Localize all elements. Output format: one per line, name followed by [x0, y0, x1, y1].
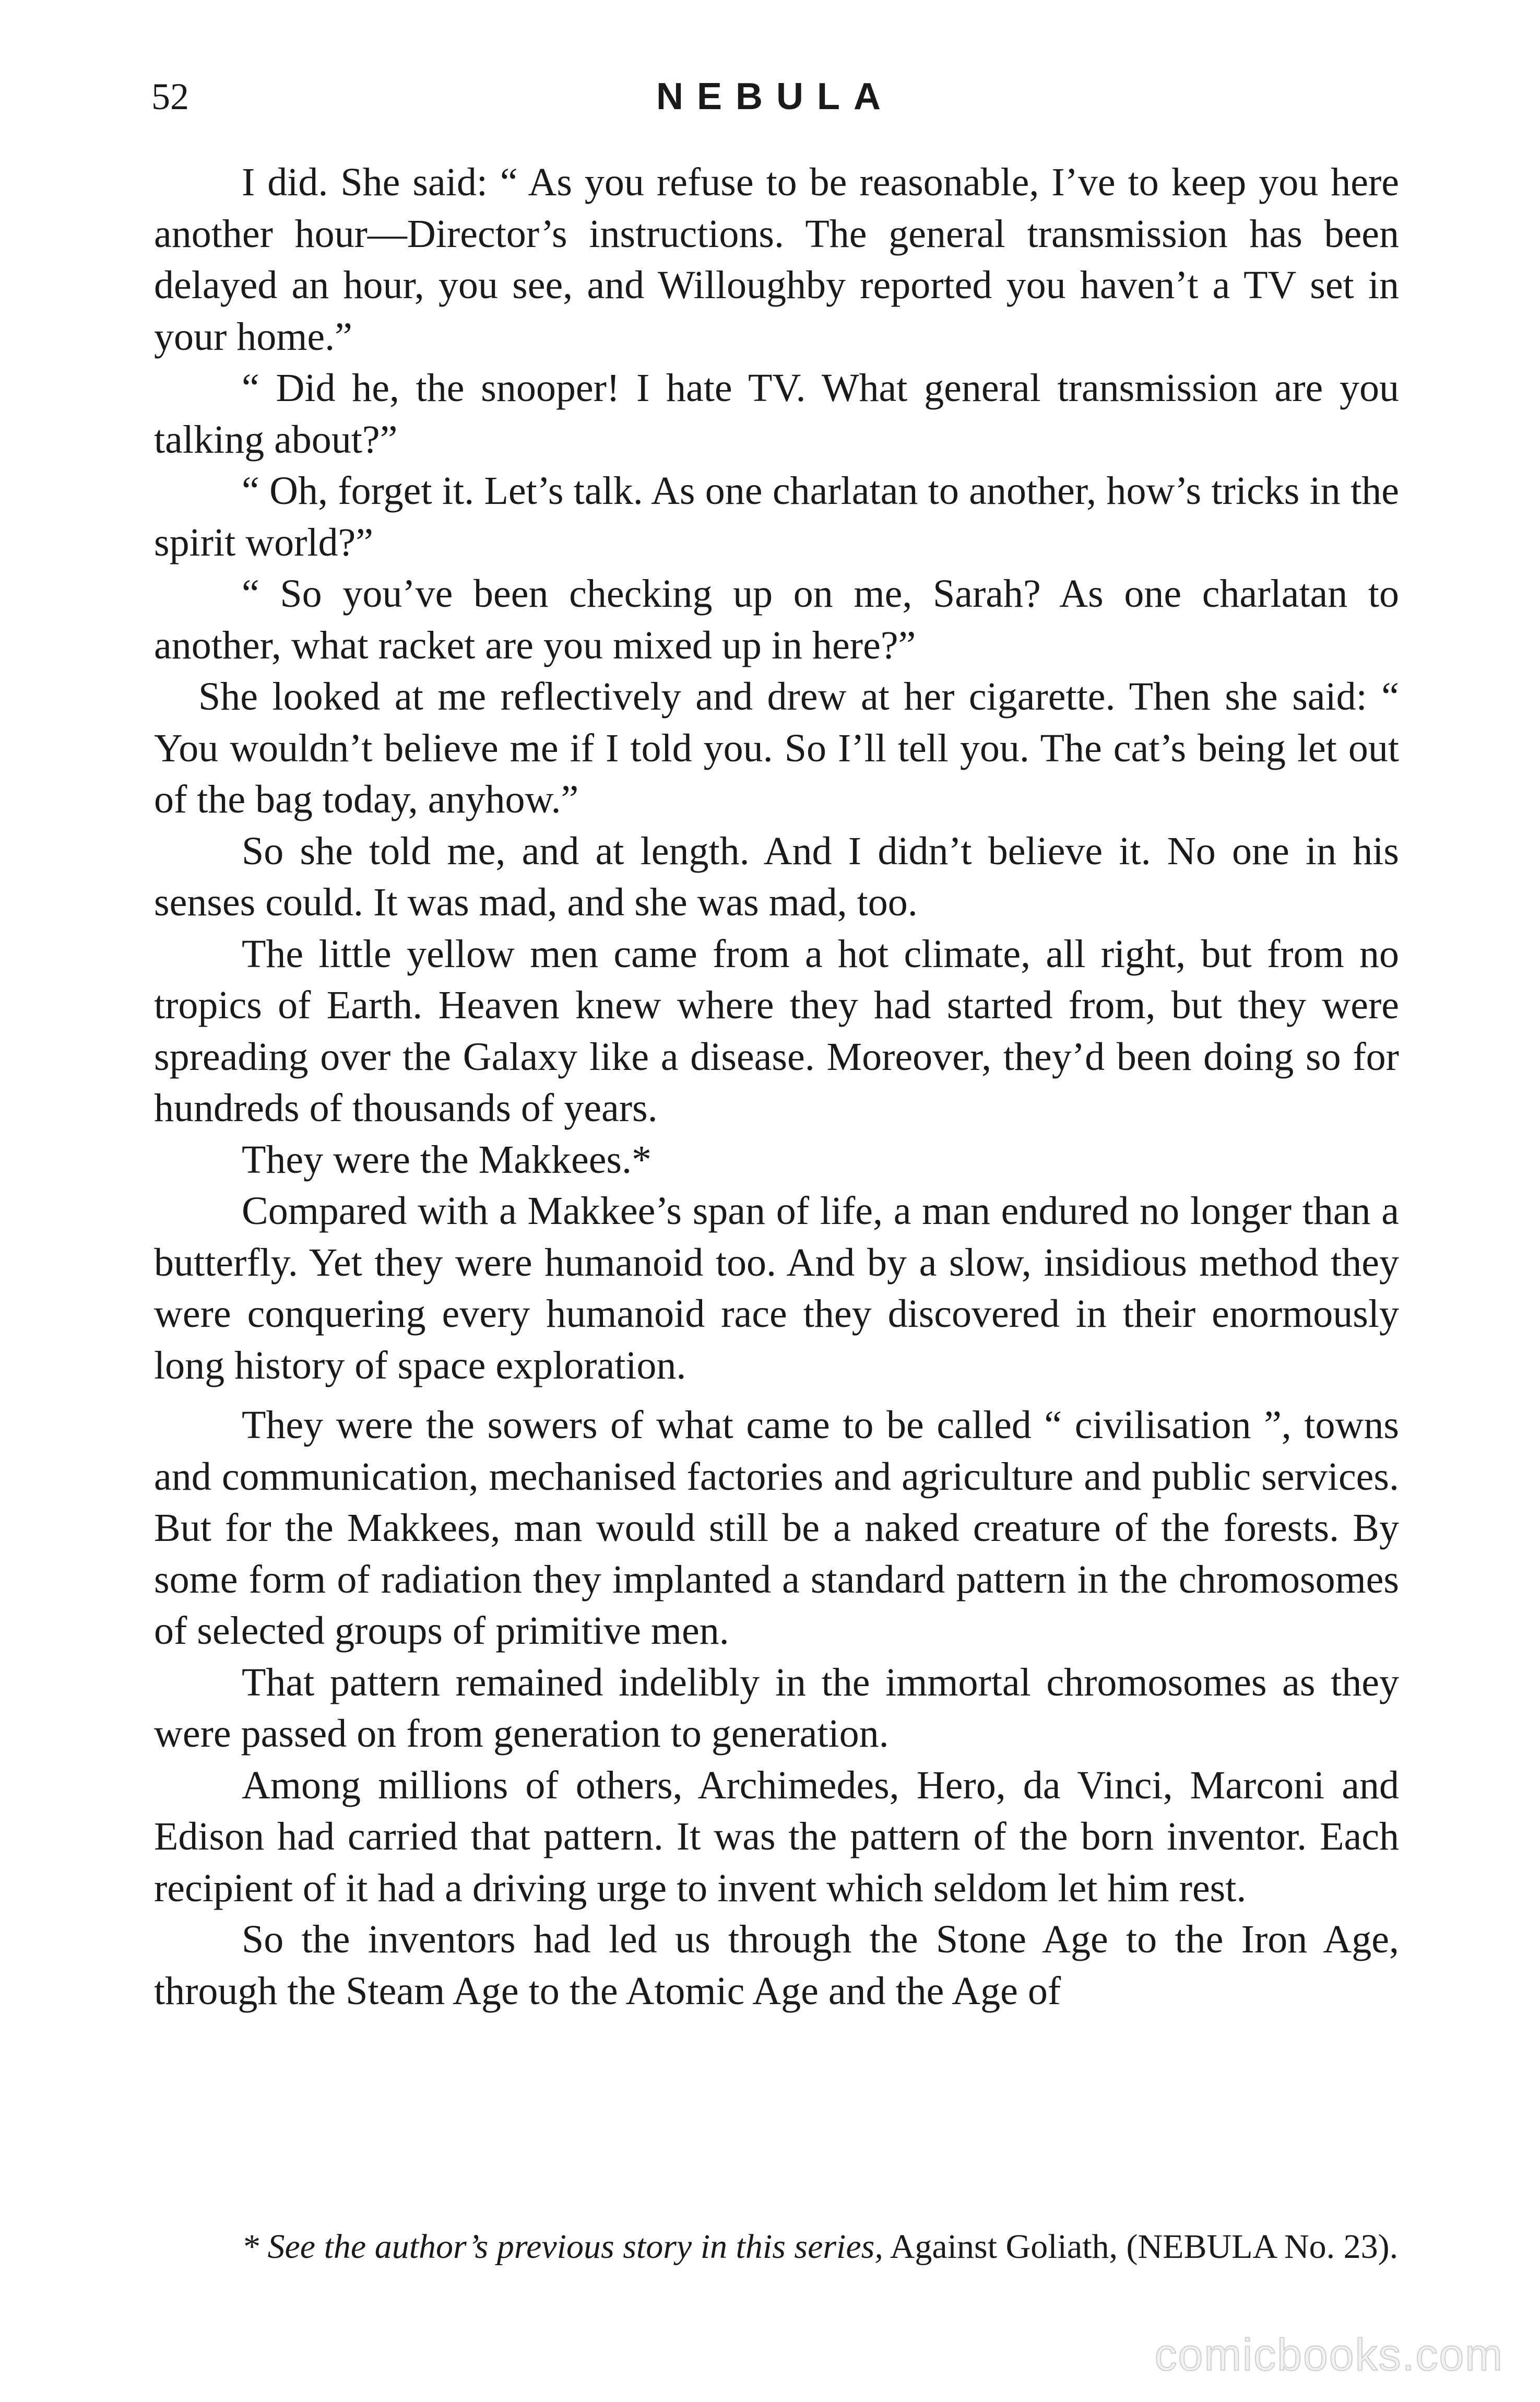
- paragraph: I did. She said: “ As you refuse to be reasonable, I’ve to keep you here another hour—Director’s instructions. The general transmission has been delayed an hour, you see, and Willoughby reported you haven’t a TV set in your home.”: [154, 160, 1399, 359]
- body-text: [154, 157, 1399, 2017]
- watermark: comicbooks.com: [1154, 2330, 1503, 2380]
- footnote: [154, 2222, 1399, 2272]
- paragraph: Compared with a Makkee’s span of life, a man endured no longer than a butterfly. Yet they were humanoid too. And by a slow, insidious method they were conquering every humanoid race they discovered in their enormously long history of space exploration.: [154, 1189, 1399, 1387]
- paragraph: “ So you’ve been checking up on me, Sarah? As one charlatan to another, what racket are you mixed up in here?”: [154, 572, 1399, 667]
- running-head: NEBULA: [656, 76, 894, 117]
- paragraph: “ Oh, forget it. Let’s talk. As one charlatan to another, how’s tricks in the spirit world?”: [154, 469, 1399, 564]
- paragraph: So the inventors had led us through the Stone Age to the Iron Age, through the Steam Age to the Atomic Age and the Age of: [154, 1917, 1399, 2013]
- page-number: 52: [151, 76, 189, 117]
- paragraph: So she told me, and at length. And I didn’t believe it. No one in his senses could. It was mad, and she was mad, too.: [154, 829, 1399, 924]
- paragraph: “ Did he, the snooper! I hate TV. What general transmission are you talking about?”: [154, 366, 1399, 462]
- paragraph: She looked at me reflectively and drew at her cigarette. Then she said: “ You wouldn’t believe me if I told you. So I’ll tell you. The cat’s being let out of the bag today, anyhow.”: [154, 675, 1399, 821]
- paragraph: Among millions of others, Archimedes, Hero, da Vinci, Marconi and Edison had carried that pattern. It was the pattern of the born inventor. Each recipient of it had a driving urge to invent which seldom let him rest.: [154, 1763, 1399, 1910]
- footnote-italic-text: * See the author’s previous story in this series,: [242, 2228, 883, 2266]
- page-header: [151, 68, 1399, 125]
- paragraph: The little yellow men came from a hot climate, all right, but from no tropics of Earth. Heaven knew where they had started from, but they were spreading over the Galaxy like a disease. Moreover, they’d been doing so for hundreds of thousands of years.: [154, 932, 1399, 1130]
- footnote-roman-text: Against Goliath, (NEBULA No. 23).: [883, 2228, 1399, 2266]
- paragraph: They were the sowers of what came to be called “ civilisation ”, towns and communication, mechanised factories and agriculture and public services. But for the Makkees, man would still be a naked creature of the forests. By some form of radiation they implanted a standard pattern in the chromosomes of selected groups of primitive men.: [154, 1403, 1399, 1653]
- paragraph: They were the Makkees.*: [242, 1137, 652, 1182]
- paragraph: That pattern remained indelibly in the immortal chromosomes as they were passed on from generation to generation.: [154, 1660, 1399, 1756]
